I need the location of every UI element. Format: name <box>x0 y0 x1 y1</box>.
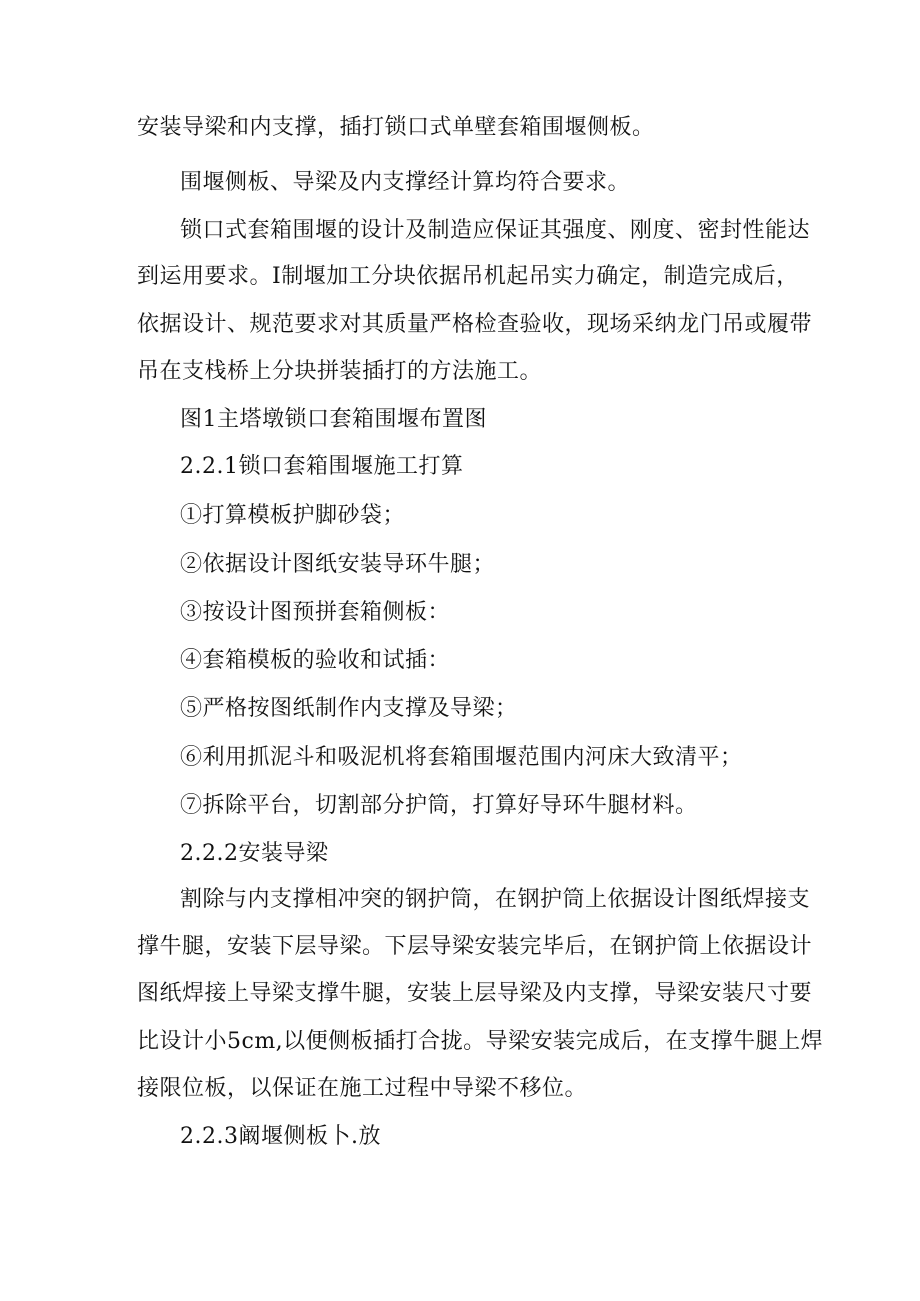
list-item: ⑥利用抓泥斗和吸泥机将套箱围堰范围内河床大致清平； <box>180 745 743 770</box>
text-line: 围堰侧板、导梁及内支撑经计算均符合要求。 <box>180 170 631 195</box>
text-line: 撑牛腿，安装下层导梁。下层导梁安装完毕后，在钢护筒上依据设计 <box>137 934 813 959</box>
text-line: 安装导梁和内支撑，插打锁口式单壁套箱围堰侧板。 <box>137 115 655 140</box>
text-line: 接限位板，以保证在施工过程中导梁不移位。 <box>137 1076 588 1101</box>
text-line: 图纸焊接上导梁支撑牛腿，安装上层导梁及内支撑，导梁安装尺寸要 <box>137 981 813 1006</box>
section-heading: 2.2.2安装导梁 <box>180 841 329 866</box>
section-heading: 2.2.3阚堰侧板卜.放 <box>180 1124 381 1149</box>
text-line: 比设计小5cm,以便侧板插打合拢。导梁安装完成后，在支撑牛腿上焊 <box>137 1029 824 1054</box>
text-line: 依据设计、规范要求对其质量严格检查验收，现场采纳龙门吊或履带 <box>137 312 813 337</box>
list-item: ④套箱模板的验收和试插： <box>180 648 451 673</box>
text-line: 割除与内支撑相冲突的钢护筒，在钢护筒上依据设计图纸焊接支 <box>180 887 811 912</box>
text-line: 到运用要求。I制堰加工分块依据吊机起吊实力确定，制造完成后， <box>137 264 799 289</box>
text-line: 吊在支栈桥上分块拼装插打的方法施工。 <box>137 359 543 384</box>
figure-caption: 图1主塔墩锁口套箱围堰布置图 <box>180 407 487 432</box>
list-item: ①打算模板护脚砂袋； <box>180 503 406 528</box>
section-heading: 2.2.1锁口套箱围堰施工打算 <box>180 454 464 479</box>
list-item: ③按设计图预拼套箱侧板： <box>180 600 451 625</box>
list-item: ⑤严格按图纸制作内支撑及导梁； <box>180 696 518 721</box>
list-item: ⑦拆除平台，切割部分护筒，打算好导环牛腿材料。 <box>180 793 698 818</box>
text-line: 锁口式套箱围堰的设计及制造应保证其强度、刚度、密封性能达 <box>180 218 811 243</box>
list-item: ②依据设计图纸安装导环牛腿； <box>180 552 496 577</box>
